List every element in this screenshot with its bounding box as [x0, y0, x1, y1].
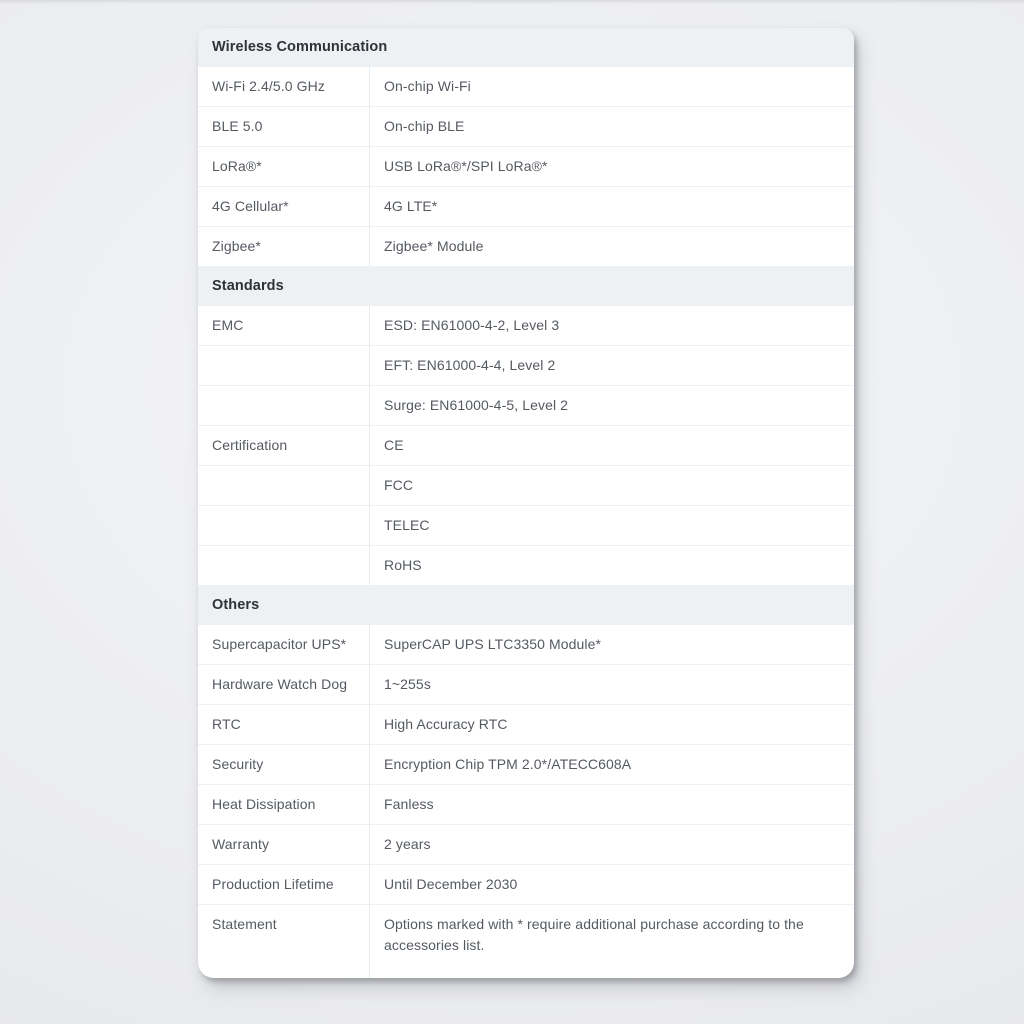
spec-value: Fanless	[384, 796, 434, 812]
spec-value: Surge: EN61000-4-5, Level 2	[384, 397, 569, 413]
section-title: Others	[212, 597, 260, 613]
spec-value: On-chip BLE	[384, 118, 465, 134]
spec-value: 2 years	[384, 836, 431, 852]
spec-row-security	[198, 745, 854, 785]
spec-row-heat-dissipation	[198, 785, 854, 825]
spec-value: Encryption Chip TPM 2.0*/ATECC608A	[384, 756, 632, 772]
spec-key	[198, 346, 370, 385]
spec-value: EFT: EN61000-4-4, Level 2	[384, 357, 556, 373]
spec-key: Wi-Fi 2.4/5.0 GHz	[198, 67, 370, 106]
spec-value: High Accuracy RTC	[384, 716, 508, 732]
spec-key	[198, 386, 370, 425]
spec-key: EMC	[198, 306, 370, 345]
spec-value: SuperCAP UPS LTC3350 Module*	[384, 636, 602, 652]
spec-row-hardware-watch-dog	[198, 665, 854, 705]
spec-key: Security	[198, 745, 370, 784]
spec-key: RTC	[198, 705, 370, 744]
spec-value: USB LoRa®*/SPI LoRa®*	[384, 158, 548, 174]
spec-row-rtc	[198, 705, 854, 745]
spec-key: Statement	[198, 905, 370, 978]
section-title: Standards	[212, 278, 284, 294]
spec-row-certification-telec	[198, 506, 854, 546]
spec-table-card	[198, 28, 854, 978]
spec-key: LoRa®*	[198, 147, 370, 186]
spec-key: Supercapacitor UPS*	[198, 625, 370, 664]
spec-value: On-chip Wi-Fi	[384, 78, 471, 94]
spec-key: Certification	[198, 426, 370, 465]
spec-value: RoHS	[384, 557, 422, 573]
spec-value: ESD: EN61000-4-2, Level 3	[384, 317, 560, 333]
spec-row-certification-rohs	[198, 546, 854, 586]
spec-row-emc-esd	[198, 306, 854, 346]
spec-value: Zigbee* Module	[384, 238, 484, 254]
spec-key: 4G Cellular*	[198, 187, 370, 226]
spec-row-production-lifetime	[198, 865, 854, 905]
spec-key: BLE 5.0	[198, 107, 370, 146]
spec-row-lora	[198, 147, 854, 187]
spec-value: Until December 2030	[384, 876, 518, 892]
spec-value: CE	[384, 437, 404, 453]
spec-value: TELEC	[384, 517, 430, 533]
spec-value: 1~255s	[384, 676, 431, 692]
spec-row-certification-fcc	[198, 466, 854, 506]
spec-row-ble	[198, 107, 854, 147]
spec-value: FCC	[384, 477, 414, 493]
spec-value: 4G LTE*	[384, 198, 438, 214]
section-header-others	[198, 586, 854, 625]
spec-row-certification-ce	[198, 426, 854, 466]
section-header-wireless-communication	[198, 28, 854, 67]
section-header-standards	[198, 267, 854, 306]
spec-value: Options marked with * require additional purchase according to the accessories list.	[384, 916, 804, 953]
spec-key	[198, 546, 370, 585]
spec-key: Heat Dissipation	[198, 785, 370, 824]
spec-row-warranty	[198, 825, 854, 865]
spec-key: Warranty	[198, 825, 370, 864]
spec-row-emc-eft	[198, 346, 854, 386]
spec-row-supercapacitor-ups	[198, 625, 854, 665]
spec-row-emc-surge	[198, 386, 854, 426]
spec-row-statement	[198, 905, 854, 978]
spec-row-zigbee	[198, 227, 854, 267]
spec-key	[198, 506, 370, 545]
spec-row-wifi	[198, 67, 854, 107]
spec-key	[198, 466, 370, 505]
spec-key: Hardware Watch Dog	[198, 665, 370, 704]
spec-key: Production Lifetime	[198, 865, 370, 904]
section-title: Wireless Communication	[212, 39, 388, 55]
spec-row-4g-cellular	[198, 187, 854, 227]
page-top-edge	[0, 0, 1024, 4]
spec-key: Zigbee*	[198, 227, 370, 266]
